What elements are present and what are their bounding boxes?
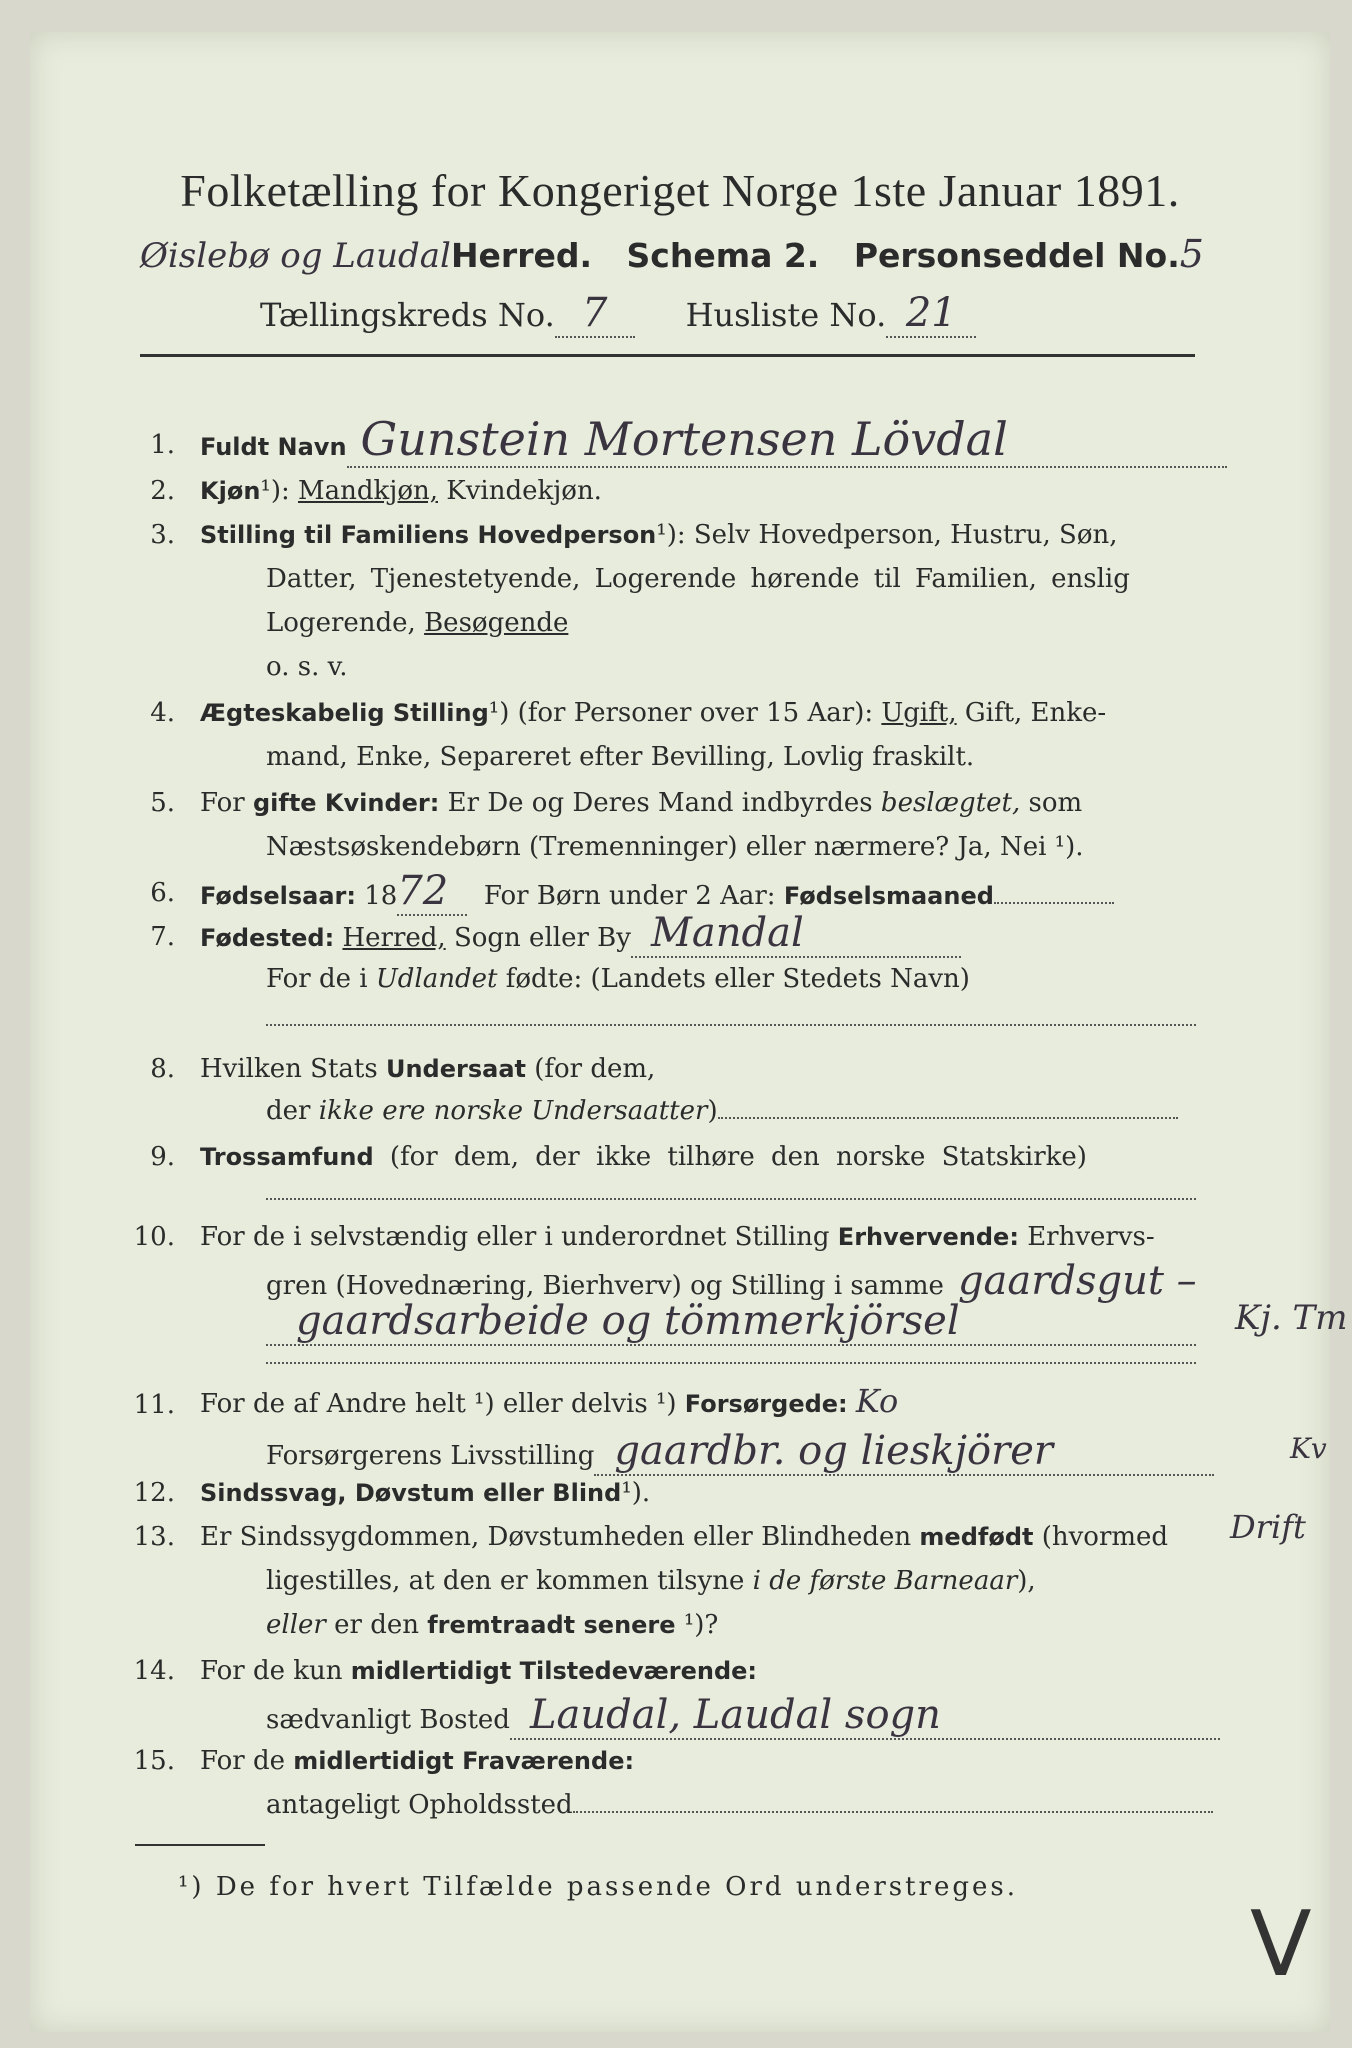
q14-number: 14. xyxy=(133,1656,175,1686)
q10-answer2: gaardsarbeide og tömmerkjörsel xyxy=(296,1298,960,1344)
q10-line1: For de i selvstændig eller i underordnet Stilling Erhvervende: Erhvervs- xyxy=(200,1222,1155,1252)
q10-answer1: gaardsgut – xyxy=(957,1258,1197,1304)
q13-line3: eller er den fremtraadt senere ¹)? xyxy=(266,1610,719,1640)
footnote-rule xyxy=(135,1844,265,1846)
q3-line1: Stilling til Familiens Hovedperson¹): Selv Hovedperson, Hustru, Søn, xyxy=(200,520,1118,550)
q11-line1: For de af Andre helt ¹) eller delvis ¹) Forsørgede: Ko xyxy=(200,1382,899,1420)
q11-line2: Forsørgerens Livsstilling gaardbr. og lieskjörer xyxy=(266,1428,1214,1476)
q12-line: Sindssvag, Døvstum eller Blind¹). xyxy=(200,1478,651,1508)
herred-name: Øislebø og Laudal xyxy=(140,236,451,276)
q4-label: Ægteskabelig Stilling xyxy=(200,699,489,727)
q10-number: 10. xyxy=(133,1222,175,1252)
q6-label: Fødselsaar: xyxy=(200,882,356,910)
q10-line2: gren (Hovednæring, Bierhverv) og Stilling i samme gaardsgut – xyxy=(266,1258,1197,1304)
herred-label: Herred. xyxy=(450,236,593,275)
kreds-label: Tællingskreds No. xyxy=(260,296,555,334)
husliste-number: 21 xyxy=(905,290,957,336)
q2-option-kvindekjon: Kvindekjøn. xyxy=(446,476,602,506)
herred-line xyxy=(140,232,1204,276)
q5-line2: Næstsøskendebørn (Tremenninger) eller nærmere? Ja, Nei ¹). xyxy=(266,832,1084,862)
q7-line2: For de i Udlandet fødte: (Landets eller Stedets Navn) xyxy=(266,964,970,994)
q7-number: 7. xyxy=(150,922,175,952)
q12-label: Sindssvag, Døvstum eller Blind xyxy=(200,1479,622,1507)
q15-number: 15. xyxy=(133,1746,175,1776)
q4-ugift: Ugift, xyxy=(881,698,957,728)
q4-line1: Ægteskabelig Stilling¹) (for Personer over 15 Aar): Ugift, Gift, Enke- xyxy=(200,698,1107,728)
q11-margin-note: Kv xyxy=(1290,1432,1327,1465)
census-form xyxy=(30,32,1348,2032)
schema-label: Schema 2. xyxy=(626,236,820,275)
q15-line1: For de midlertidigt Fraværende: xyxy=(200,1746,635,1776)
q15-line2: antageligt Opholdssted xyxy=(266,1790,1213,1820)
q7-herred: Herred, xyxy=(342,923,446,953)
q6-line: Fødselsaar: 1872 For Børn under 2 Aar: Fødselsmaaned xyxy=(200,868,1114,916)
header-rule xyxy=(140,354,1195,357)
q4-line2: mand, Enke, Separeret efter Bevilling, Lovlig fraskilt. xyxy=(266,742,975,772)
q7-answer: Mandal xyxy=(650,910,804,956)
q7-blank-line xyxy=(266,1024,1196,1026)
q7-label: Fødested: xyxy=(200,924,335,952)
q15-label: midlertidigt Fraværende: xyxy=(293,1747,635,1775)
q9-line: Trossamfund (for dem, der ikke tilhøre den norske Statskirke) xyxy=(200,1142,1087,1172)
q11-number: 11. xyxy=(133,1390,175,1420)
q3-number: 3. xyxy=(150,520,175,550)
q3-besogende: Besøgende xyxy=(424,608,569,638)
q9-label: Trossamfund xyxy=(200,1143,374,1171)
q3-line2: Datter, Tjenestetyende, Logerende hørende til Familien, enslig xyxy=(266,564,1130,594)
q6-number: 6. xyxy=(150,878,175,908)
check-mark: V xyxy=(1250,1892,1312,1997)
q5-line1: For gifte Kvinder: Er De og Deres Mand indbyrdes beslægtet, som xyxy=(200,788,1083,818)
kreds-line xyxy=(260,290,976,338)
q13-margin-note: Drift xyxy=(1230,1508,1306,1546)
husliste-label: Husliste No. xyxy=(685,296,887,334)
q8-line2: der ikke ere norske Undersaatter) xyxy=(266,1096,1178,1126)
personseddel-label: Personseddel No. xyxy=(853,236,1180,275)
q5-number: 5. xyxy=(150,788,175,818)
q12-number: 12. xyxy=(133,1478,175,1508)
q11-label: Forsørgede: xyxy=(684,1390,848,1418)
q14-label: midlertidigt Tilstedeværende: xyxy=(350,1657,758,1685)
kreds-number: 7 xyxy=(582,290,608,336)
q11-answer: gaardbr. og lieskjörer xyxy=(614,1428,1054,1474)
q10-blank-line xyxy=(266,1362,1196,1364)
q10-margin-note: Kj. Tm xyxy=(1235,1298,1348,1338)
q2-number: 2. xyxy=(150,476,175,506)
q2-line: Kjøn¹): Mandkjøn, Kvindekjøn. xyxy=(200,476,602,506)
q8-label: Undersaat xyxy=(385,1055,526,1083)
q2-label: Kjøn xyxy=(200,477,261,505)
q8-line1: Hvilken Stats Undersaat (for dem, xyxy=(200,1054,656,1084)
q8-number: 8. xyxy=(150,1054,175,1084)
q13-number: 13. xyxy=(133,1522,175,1552)
form-title: Folketælling for Kongeriget Norge 1ste Januar 1891. xyxy=(180,165,1180,216)
q1-answer: Gunstein Mortensen Lövdal xyxy=(360,412,1008,466)
q10-label: Erhvervende: xyxy=(837,1223,1019,1251)
q3-label: Stilling til Familiens Hovedperson xyxy=(200,521,657,549)
q13-line2: ligestilles, at den er kommen tilsyne i de første Barneaar), xyxy=(266,1566,1036,1596)
q14-line1: For de kun midlertidigt Tilstedeværende: xyxy=(200,1656,758,1686)
q7-line1: Fødested: Herred, Sogn eller By Mandal xyxy=(200,910,961,958)
q1-line xyxy=(200,412,1227,468)
q1-number: 1. xyxy=(150,430,175,460)
q4-number: 4. xyxy=(150,698,175,728)
q13-line1: Er Sindssygdommen, Døvstumheden eller Blindheden medfødt (hvormed xyxy=(200,1522,1169,1552)
personseddel-number: 5 xyxy=(1179,232,1204,276)
q10-line3 xyxy=(266,1298,1196,1346)
q11-mark: Ko xyxy=(855,1382,899,1420)
footnote: ¹) De for hvert Tilfælde passende Ord understreges. xyxy=(178,1872,1019,1902)
q14-line2: sædvanligt Bosted Laudal, Laudal sogn xyxy=(266,1692,1220,1740)
q2-option-mandkjon: Mandkjøn, xyxy=(298,476,438,506)
q5-label: gifte Kvinder: xyxy=(252,789,440,817)
q3-line4: o. s. v. xyxy=(266,652,348,682)
q13-label: medfødt xyxy=(919,1523,1034,1551)
q6-answer: 72 xyxy=(397,868,449,914)
q1-label: Fuldt Navn xyxy=(200,433,347,461)
q3-line3: Logerende, Besøgende xyxy=(266,608,569,638)
q9-blank-line xyxy=(266,1198,1196,1200)
q14-answer: Laudal, Laudal sogn xyxy=(529,1692,941,1738)
q9-number: 9. xyxy=(150,1142,175,1172)
